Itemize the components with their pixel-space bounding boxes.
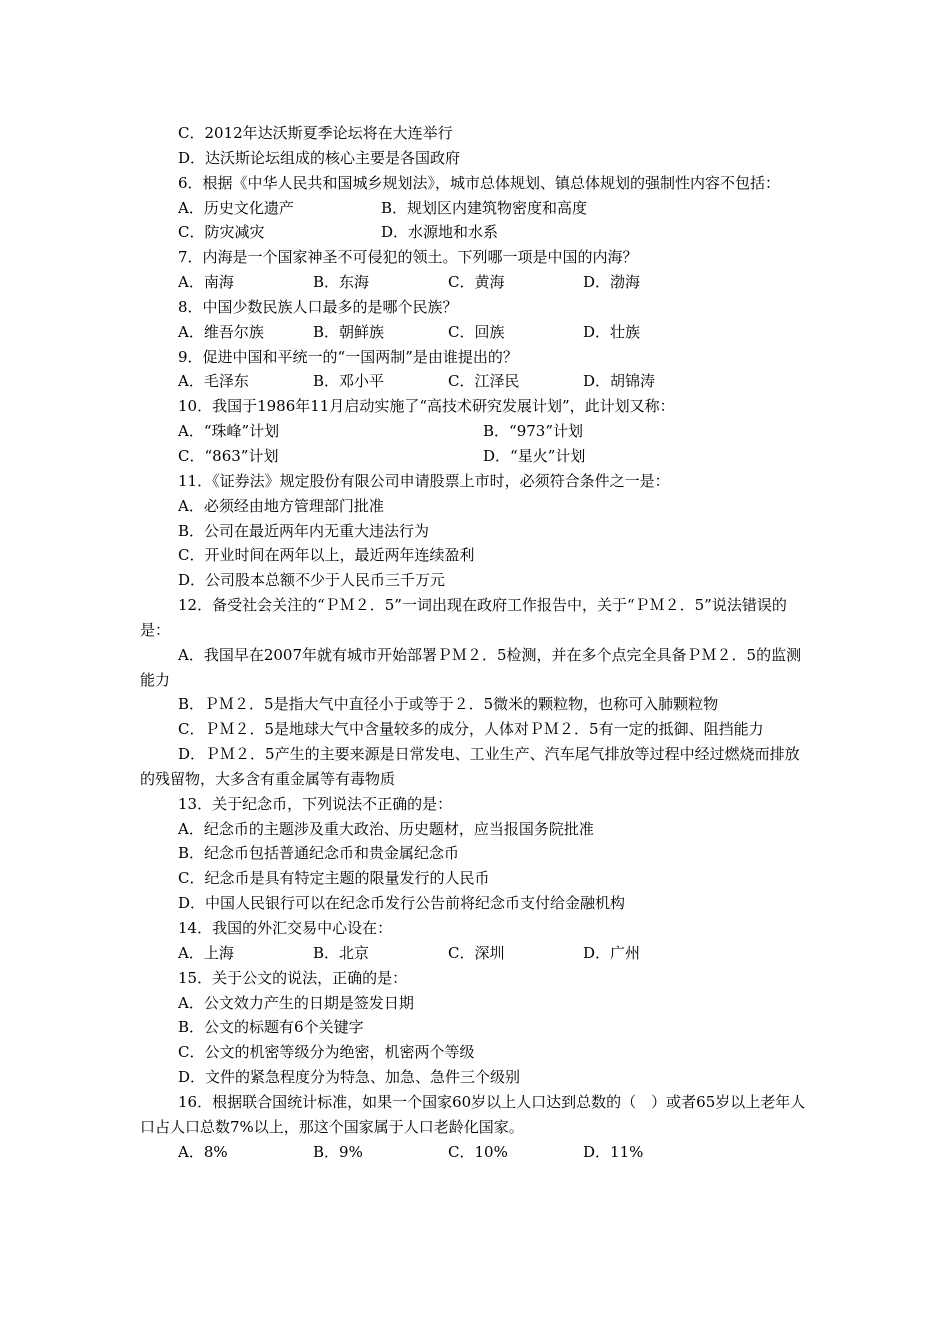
question-9-stem: 9．促进中国和平统一的“一国两制”是由谁提出的？	[178, 347, 518, 366]
question-13-option-c: C．纪念币是具有特定主题的限量发行的人民币	[178, 869, 490, 888]
question-9-option-b: B．邓小平	[313, 372, 385, 391]
question-8-option-a: A．维吾尔族	[178, 322, 264, 341]
question-8-option-d: D．壮族	[583, 322, 641, 341]
question-16-option-a: A．8%	[178, 1142, 228, 1161]
question-6-option-b: B．规划区内建筑物密度和高度	[381, 198, 588, 217]
question-15-option-a: A．公文效力产生的日期是签发日期	[178, 993, 414, 1012]
option-d-prev: D．达沃斯论坛组成的核心主要是各国政府	[178, 148, 461, 167]
question-7-option-b: B．东海	[313, 273, 370, 292]
question-10-options-row-1	[140, 419, 810, 444]
question-12-stem: 12．备受社会关注的“ＰＭ２．5”一词出现在政府工作报告中，关于“ＰＭ２．5”说法错误的是：	[140, 596, 787, 639]
question-15-option-c: C．公文的机密等级分为绝密，机密两个等级	[178, 1043, 475, 1062]
question-9-options	[140, 369, 810, 394]
question-11-option-b: B．公司在最近两年内无重大违法行为	[178, 521, 430, 540]
question-6-stem: 6．根据《中华人民共和国城乡规划法》，城市总体规划、镇总体规划的强制性内容不包括：	[178, 173, 781, 192]
question-11-option-d: D．公司股本总额不少于人民币三千万元	[178, 571, 446, 590]
question-9-option-a: A．毛泽东	[178, 372, 249, 391]
question-12-option-d: D．ＰＭ２．5产生的主要来源是日常发电、工业生产、汽车尾气排放等过程中经过燃烧而排放的残留物，大多含有重金属等有毒物质	[140, 745, 800, 788]
question-10-option-b: B．“973”计划	[483, 422, 583, 441]
question-7-stem: 7．内海是一个国家神圣不可侵犯的领土。下列哪一项是中国的内海？	[178, 248, 638, 267]
question-16-option-c: C．10%	[448, 1142, 508, 1161]
question-16-option-d: D．11%	[583, 1142, 644, 1161]
question-15-stem: 15．关于公文的说法，正确的是：	[178, 968, 408, 987]
question-13-option-d: D．中国人民银行可以在纪念币发行公告前将纪念币支付给金融机构	[178, 894, 626, 913]
question-11-option-a: A．必须经由地方管理部门批准	[178, 496, 384, 515]
question-10-stem: 10．我国于1986年11月启动实施了“高技术研究发展计划”，此计划又称：	[178, 397, 675, 416]
question-6-option-a: A．历史文化遗产	[178, 198, 294, 217]
question-8-option-b: B．朝鲜族	[313, 322, 385, 341]
question-6-option-d: D．水源地和水系	[381, 223, 499, 242]
question-14-option-c: C．深圳	[448, 943, 505, 962]
question-6-option-c: C．防灾减灾	[178, 223, 265, 242]
question-13-option-b: B．纪念币包括普通纪念币和贵金属纪念币	[178, 844, 460, 863]
question-9-option-c: C．江泽民	[448, 372, 520, 391]
question-8-stem: 8．中国少数民族人口最多的是哪个民族？	[178, 297, 458, 316]
question-14-option-b: B．北京	[313, 943, 370, 962]
question-10-options-row-2	[140, 444, 810, 469]
question-11-option-c: C．开业时间在两年以上，最近两年连续盈利	[178, 546, 475, 565]
question-16-option-b: B．9%	[313, 1142, 363, 1161]
option-c-prev: C．2012年达沃斯夏季论坛将在大连举行	[178, 124, 453, 142]
question-12-option-a: A．我国早在2007年就有城市开始部署ＰＭ２．5检测，并在多个点完全具备ＰＭ２．5的监测能力	[140, 645, 802, 689]
question-7-option-a: A．南海	[178, 273, 234, 292]
question-6-options-row-2	[140, 220, 810, 245]
question-14-options	[140, 941, 810, 966]
question-8-options	[140, 320, 810, 345]
question-7-option-c: C．黄海	[448, 273, 505, 292]
question-15-option-d: D．文件的紧急程度分为特急、加急、急件三个级别	[178, 1068, 521, 1087]
question-10-option-c: C．“863”计划	[178, 446, 279, 465]
question-9-option-d: D．胡锦涛	[583, 372, 656, 391]
question-14-option-d: D．广州	[583, 943, 641, 962]
question-7-options	[140, 270, 810, 295]
exam-content	[140, 121, 810, 1164]
question-6-options-row-1	[140, 196, 810, 221]
question-11-stem: 11．《证券法》规定股份有限公司申请股票上市时，必须符合条件之一是：	[178, 471, 670, 490]
question-14-option-a: A．上海	[178, 943, 234, 962]
question-12-option-b: B．ＰＭ２．5是指大气中直径小于或等于２．5微米的颗粒物，也称可入肺颗粒物	[178, 695, 719, 714]
question-13-stem: 13．关于纪念币，下列说法不正确的是：	[178, 794, 453, 813]
question-8-option-c: C．回族	[448, 322, 505, 341]
question-7-option-d: D．渤海	[583, 273, 641, 292]
question-10-option-d: D．“星火”计划	[483, 446, 586, 465]
question-14-stem: 14．我国的外汇交易中心设在：	[178, 919, 393, 937]
question-16-options	[140, 1140, 810, 1165]
question-12-option-c: C．ＰＭ２．5是地球大气中含量较多的成分，人体对ＰＭ２．5有一定的抵御、阻挡能力	[178, 720, 764, 739]
question-15-option-b: B．公文的标题有6个关键字	[178, 1018, 364, 1037]
question-10-option-a: A．“珠峰”计划	[178, 422, 280, 441]
question-16-stem: 16．根据联合国统计标准，如果一个国家60岁以上人口达到总数的（ ）或者65岁以上老年人口占人口总数7%以上，那这个国家属于人口老龄化国家。	[140, 1092, 806, 1136]
question-13-option-a: A．纪念币的主题涉及重大政治、历史题材，应当报国务院批准	[178, 819, 594, 838]
